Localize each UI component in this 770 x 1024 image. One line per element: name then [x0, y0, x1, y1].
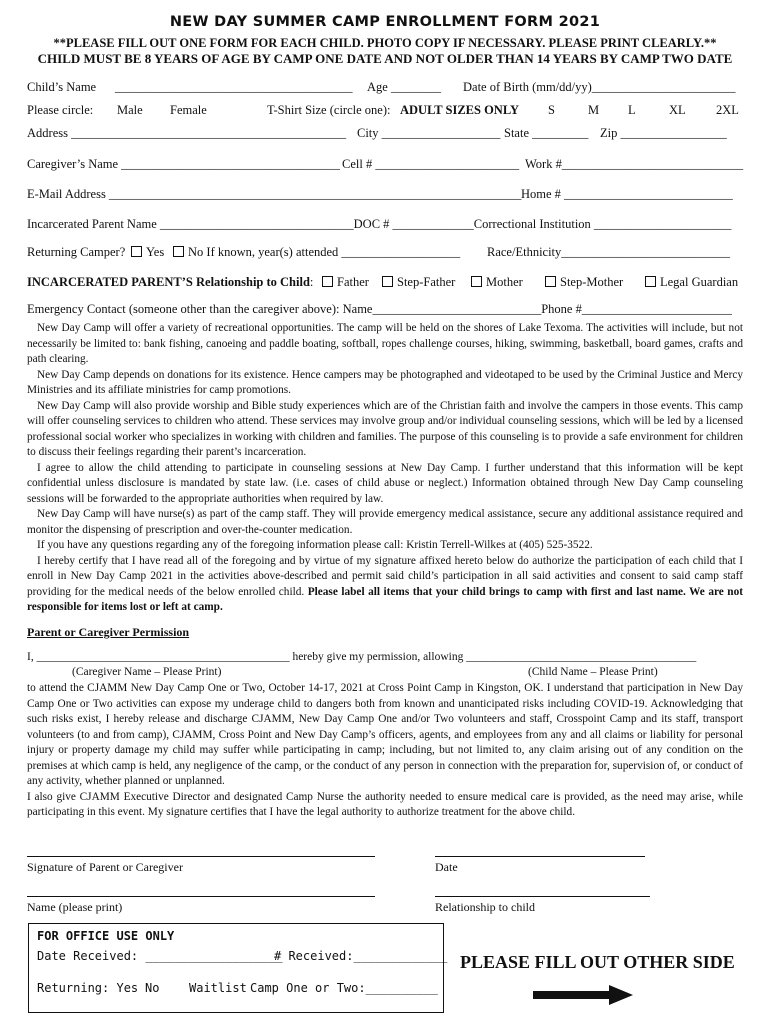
waitlist-field[interactable]: Waitlist — [189, 981, 247, 995]
work-field[interactable]: Work #_____________________________ — [525, 157, 744, 171]
female-option[interactable]: Female — [170, 103, 207, 117]
fill-other-side: PLEASE FILL OUT OTHER SIDE — [460, 952, 735, 972]
state-field[interactable]: State _________ — [504, 126, 589, 140]
checkbox-icon[interactable] — [545, 276, 556, 287]
date-label: Date — [435, 860, 458, 874]
office-use-box — [28, 923, 448, 1013]
size-m-option[interactable]: M — [588, 103, 600, 117]
adult-sizes-label: ADULT SIZES ONLY — [400, 103, 520, 117]
paragraph-activities: New Day Camp will offer a variety of recreational opportunities. The camp will be held on the shores of Lake Texoma. The activities will include, but not necessarily be limited to: bank fishing, canoeing and paddle boating, softball, ropes challenge courses, hiking, swimming, basketball, board games, crafts and path clearing. — [27, 322, 743, 365]
checkbox-icon[interactable] — [173, 246, 184, 257]
permission-text — [27, 681, 743, 821]
caregiver-caption: (Caregiver Name – Please Print) — [72, 666, 222, 678]
form-title: NEW DAY SUMMER CAMP ENROLLMENT FORM 2021 — [169, 14, 601, 30]
returning-no-field[interactable]: No — [145, 981, 160, 995]
cell-field[interactable]: Cell # _______________________ — [342, 157, 520, 171]
dob-field[interactable]: Date of Birth (mm/dd/yy)_______________________ — [463, 80, 736, 94]
returning-yes-field[interactable]: Returning: Yes — [37, 981, 139, 995]
signature-line[interactable] — [27, 856, 375, 857]
returning-camper-label: Returning Camper? — [27, 245, 126, 259]
checkbox-icon[interactable] — [131, 246, 142, 257]
caregiver-name-field[interactable]: Caregiver’s Name ___________________________________ — [27, 157, 340, 171]
tshirt-label: T-Shirt Size (circle one): — [267, 103, 391, 117]
zip-field[interactable]: Zip _________________ — [600, 126, 727, 140]
paragraph-contact: If you have any questions regarding any of the foregoing information please call: Kristin Terrell-Wilkes at (405) 525-3522. — [37, 539, 593, 551]
male-option[interactable]: Male — [117, 103, 143, 117]
stepmother-option[interactable]: Step-Mother — [545, 275, 623, 290]
name-label: Name (please print) — [27, 900, 123, 914]
paragraph-medical: I also give CJAMM Executive Director and designated Camp Nurse the authority needed to ensure medical care is provided, as the need may arise, while participating in this event. My signature certifies that I have the legal authority to authorize treatment for the above child. — [27, 790, 743, 818]
size-xl-option[interactable]: XL — [669, 103, 686, 117]
city-field[interactable]: City ___________________ — [357, 126, 501, 140]
father-option[interactable]: Father — [322, 275, 369, 290]
age-rule: CHILD MUST BE 8 YEARS OF AGE BY CAMP ONE DATE AND NOT OLDER THAN 14 YEARS BY CAMP TWO DATE — [37, 51, 733, 66]
home-phone-field[interactable]: Home # ___________________________ — [521, 187, 733, 201]
date-received-field[interactable]: Date Received: ___________________ — [37, 949, 283, 963]
paragraph-certify: I hereby certify that I have read all of the foregoing and by virtue of my signature affixed hereto below do authorize the participation of each child that I enroll in New Day Camp 2021 in the activities above-described and permit said child’s participation in all said activities and consent to said camp staff providing for the medical needs of the below enrolled child. Please label all items that your child brings to camp with first and last name. We are not responsible for items lost or left at camp. — [27, 554, 744, 613]
child-name-field[interactable]: ______________________________________ — [115, 80, 353, 94]
returning-yes-option[interactable]: Yes — [131, 245, 164, 260]
legal-guardian-option[interactable]: Legal Guardian — [645, 275, 738, 290]
emergency-contact-field[interactable]: Emergency Contact (someone other than the caregiver above): Name___________________________Phone #________________________ — [27, 302, 732, 316]
address-field[interactable]: Address ____________________________________________ — [27, 126, 347, 140]
incarcerated-parent-field[interactable]: Incarcerated Parent Name _______________________________DOC # _____________Correctional Institution ______________________ — [27, 217, 732, 231]
form-instructions: **PLEASE FILL OUT ONE FORM FOR EACH CHILD. PHOTO COPY IF NECESSARY. PLEASE PRINT CLEARLY.** — [53, 36, 717, 50]
paragraph-nurse: New Day Camp will have nurse(s) as part of the camp staff. They will provide emergency medical assistance, secure any additional assistance required and monitor the dispensing of prescription and over-the-counter medication. — [27, 508, 743, 536]
signature-label: Signature of Parent or Caregiver — [27, 860, 183, 874]
checkbox-icon[interactable] — [382, 276, 393, 287]
number-received-field[interactable]: # Received:_____________ — [274, 949, 448, 963]
camp-field[interactable]: Camp One or Two:__________ — [250, 981, 438, 995]
email-field[interactable]: E-Mail Address __________________________________________________________________ — [27, 187, 522, 201]
paragraph-release: to attend the CJAMM New Day Camp One or Two, October 14-17, 2021 at Cross Point Camp in Kingston, OK. I understand that participation in New Day Camp One or Two activities can expose my underage child to dangers both from known and unanticipated risks including COVID-19. Acknowledging that such risks exist, I hereby release and discharge CJAMM, New Day Camp One and/or Two volunteers and staff, Crosspoint Camp and its staff, transport volunteers (to and from camp), CJAMM, Cross Point and New Day Camp’s officers, agents, and employees from any and all claims or liability for personal injury or property damage my child may suffer while participating in camp; including, but not limited to, any claim arising out of any condition on the premises at which camp is held, any negligence of the camp, or the conduct of any person in connection with the preparation for, supervision of, or conduct of any activity, whether planned or unplanned. — [27, 682, 743, 787]
checkbox-icon[interactable] — [322, 276, 333, 287]
permission-heading: Parent or Caregiver Permission — [27, 625, 190, 639]
returning-no-option[interactable]: No If known, year(s) attended ___________________ — [173, 245, 460, 260]
body-text — [27, 321, 743, 616]
relationship-line[interactable] — [435, 896, 650, 897]
please-circle-label: Please circle: — [27, 103, 94, 117]
mother-option[interactable]: Mother — [471, 275, 523, 290]
checkbox-icon[interactable] — [645, 276, 656, 287]
relationship-label: INCARCERATED PARENT’S Relationship to Child: — [27, 275, 314, 289]
stepfather-option[interactable]: Step-Father — [382, 275, 455, 290]
permission-line[interactable]: I, ____________________________________________ hereby give my permission, allowing ________________________________________ — [27, 651, 697, 663]
date-line[interactable] — [435, 856, 645, 857]
paragraph-counseling: I agree to allow the child attending to participate in counseling sessions at New Day Camp. I further understand that this information will be kept confidential unless disclosure is mandated by state law. (i.e. cases of child abuse or neglect.) Information obtained through New Day Camp counseling sessions will be forwarded to the appropriate authorities when required by law. — [27, 461, 743, 505]
size-l-option[interactable]: L — [628, 103, 636, 117]
child-caption: (Child Name – Please Print) — [528, 666, 658, 678]
checkbox-icon[interactable] — [471, 276, 482, 287]
paragraph-worship: New Day Camp will also provide worship and Bible study experiences which are of the Christian faith and involve the campers in those events. This camp will offer counseling services to children who attend. These services may involve group and/or individual counseling sessions, which will be led by a licensed professional social worker who specializes in working with children and families. The purpose of this counseling is to provide a safe environment for children to discuss their feelings regarding their parent’s incarceration. — [27, 399, 743, 458]
child-name-label: Child’s Name — [27, 80, 97, 94]
paragraph-donations: New Day Camp depends on donations for its existence. Hence campers may be photographed and videotaped to be used by the Criminal Justice and Mercy Ministries and its affiliate ministries for camp promotions. — [27, 368, 743, 396]
arrow-right-icon — [533, 985, 633, 1005]
size-2xl-option[interactable]: 2XL — [716, 103, 739, 117]
office-title: FOR OFFICE USE ONLY — [37, 929, 175, 943]
size-s-option[interactable]: S — [548, 103, 555, 117]
name-line[interactable] — [27, 896, 375, 897]
relationship-label-sig: Relationship to child — [435, 900, 535, 914]
age-field[interactable]: Age ________ — [367, 80, 441, 94]
race-field[interactable]: Race/Ethnicity___________________________ — [487, 245, 731, 259]
